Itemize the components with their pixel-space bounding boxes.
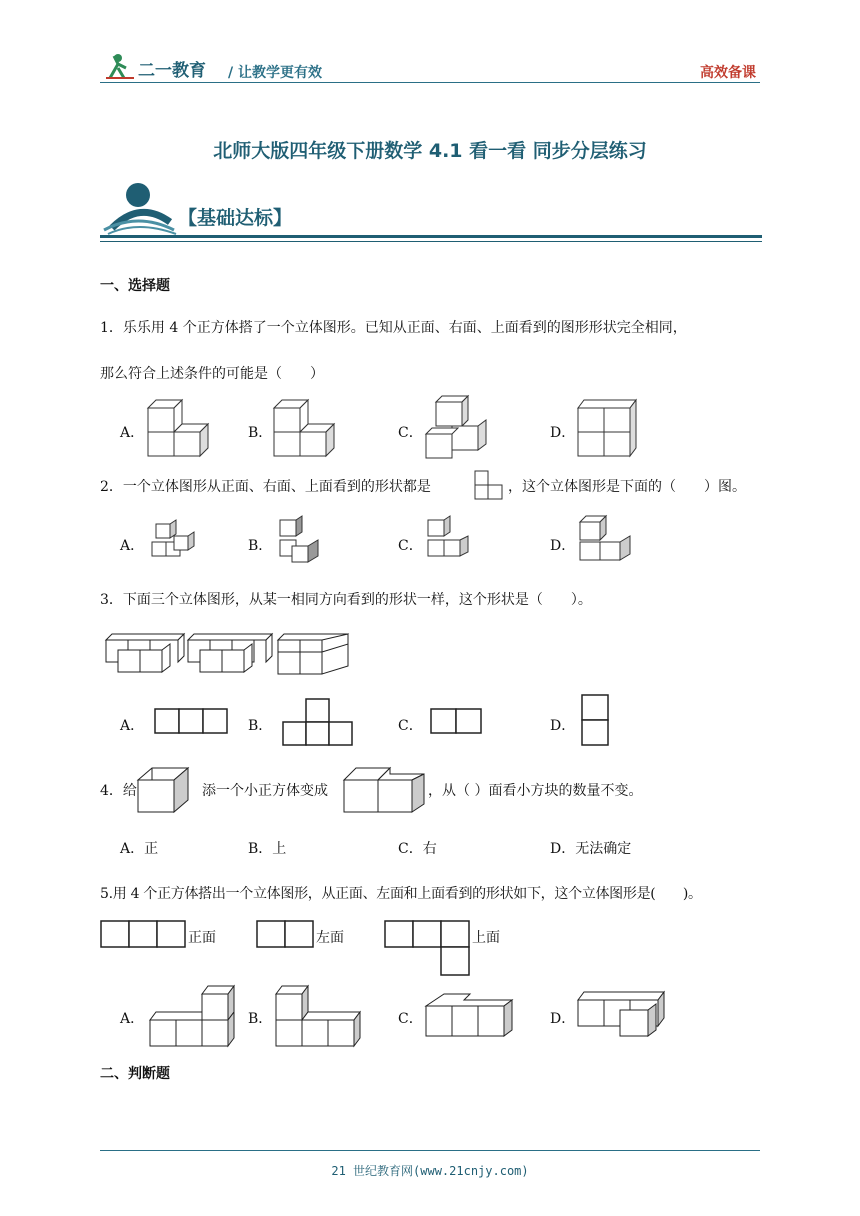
section-banner: 【基础达标】	[178, 207, 293, 229]
q1-option-d-label: D．	[550, 425, 576, 441]
q4-option-c[interactable]: C．右	[398, 841, 437, 857]
question-3-text: 3．下面三个立体图形，从某一相同方向看到的形状一样，这个形状是（ ）。	[100, 592, 592, 608]
logo	[104, 52, 224, 82]
q2-option-c-label: C．	[398, 538, 423, 554]
q2-option-c-figure	[426, 516, 472, 566]
q5-top-view-label: 上面	[472, 930, 500, 946]
q5-option-b-label: B．	[248, 1011, 273, 1027]
q5-option-a-label: A．	[120, 1011, 145, 1027]
q5-front-view-label: 正面	[188, 930, 216, 946]
q1-option-b-label: B．	[248, 425, 273, 441]
q5-front-view-figure	[100, 920, 188, 950]
question-4-text-a: 4．给	[100, 783, 137, 799]
q5-option-d-label: D．	[550, 1011, 576, 1027]
q4-option-d[interactable]: D．无法确定	[550, 841, 632, 857]
q3-option-b-figure	[282, 698, 354, 748]
q1-option-a-figure	[146, 398, 212, 458]
footer-text[interactable]: 21 世纪教育网(www.21cnjy.com)	[331, 1164, 529, 1178]
q5-option-a-figure	[146, 984, 238, 1048]
page-title: 北师大版四年级下册数学 4.1 看一看 同步分层练习	[213, 140, 647, 162]
q5-option-d-figure	[576, 990, 668, 1040]
q4-new-solid-figure	[342, 766, 426, 816]
header-divider	[100, 82, 760, 83]
question-4-text-c: ，从（ ）面看小方块的数量不变。	[428, 783, 643, 799]
q1-option-b-figure	[272, 398, 358, 458]
q1-option-c-label: C．	[398, 425, 423, 441]
q3-option-c-figure	[430, 708, 484, 736]
section-heading: 一、选择题	[100, 278, 170, 294]
footer-divider	[100, 1150, 760, 1151]
q2-option-a-label: A．	[120, 538, 145, 554]
q2-option-d-label: D．	[550, 538, 576, 554]
question-4-text-b: 添一个小正方体变成	[202, 783, 328, 799]
header-slogan: / 让教学更有效	[228, 65, 322, 81]
q5-option-c-figure	[424, 992, 516, 1040]
question-5-text: 5.用 4 个正方体搭出一个立体图形，从正面、左面和上面看到的形状如下，这个立体图形是( )。	[100, 886, 702, 902]
q3-option-d-label: D．	[550, 718, 576, 734]
q3-option-a-figure	[154, 708, 230, 736]
question-2-text-a: 2．一个立体图形从正面、右面、上面看到的形状都是	[100, 479, 431, 495]
logo-text: 二一教育	[138, 61, 206, 81]
q5-option-b-figure	[274, 984, 366, 1048]
q4-option-b[interactable]: B．上	[248, 841, 287, 857]
header-right-label: 高效备课	[700, 65, 756, 81]
banner-divider-thin	[100, 241, 762, 242]
q3-option-d-figure	[581, 694, 611, 748]
q4-option-a[interactable]: A．正	[120, 841, 159, 857]
q4-original-solid-figure	[136, 766, 192, 816]
q2-view-shape-figure	[474, 470, 506, 502]
question-1-line2: 那么符合上述条件的可能是（ ）	[100, 366, 324, 382]
reader-banner-icon	[104, 182, 178, 234]
q3-option-b-label: B．	[248, 718, 273, 734]
q2-option-a-figure	[150, 518, 196, 564]
q2-option-b-label: B．	[248, 538, 273, 554]
q5-left-view-figure	[256, 920, 316, 950]
q1-option-a-label: A．	[120, 425, 145, 441]
q1-option-c-figure	[424, 394, 494, 460]
q1-option-d-figure	[576, 398, 642, 458]
question-2-text-b: ，这个立体图形是下面的（ ）图。	[508, 479, 746, 495]
q5-left-view-label: 左面	[316, 930, 344, 946]
q3-option-c-label: C．	[398, 718, 423, 734]
question-1-line1: 1．乐乐用 4 个正方体搭了一个立体图形。已知从正面、右面、上面看到的图形形状完全相同，	[100, 320, 687, 336]
q5-option-c-label: C．	[398, 1011, 423, 1027]
q5-top-view-figure	[384, 920, 472, 978]
banner-divider	[100, 235, 762, 238]
q3-option-a-label: A．	[120, 718, 145, 734]
section-heading-2: 二、判断题	[100, 1066, 170, 1082]
q2-option-d-figure	[578, 516, 634, 566]
q3-three-solids-figure	[104, 632, 354, 678]
q2-option-b-figure	[278, 516, 324, 566]
